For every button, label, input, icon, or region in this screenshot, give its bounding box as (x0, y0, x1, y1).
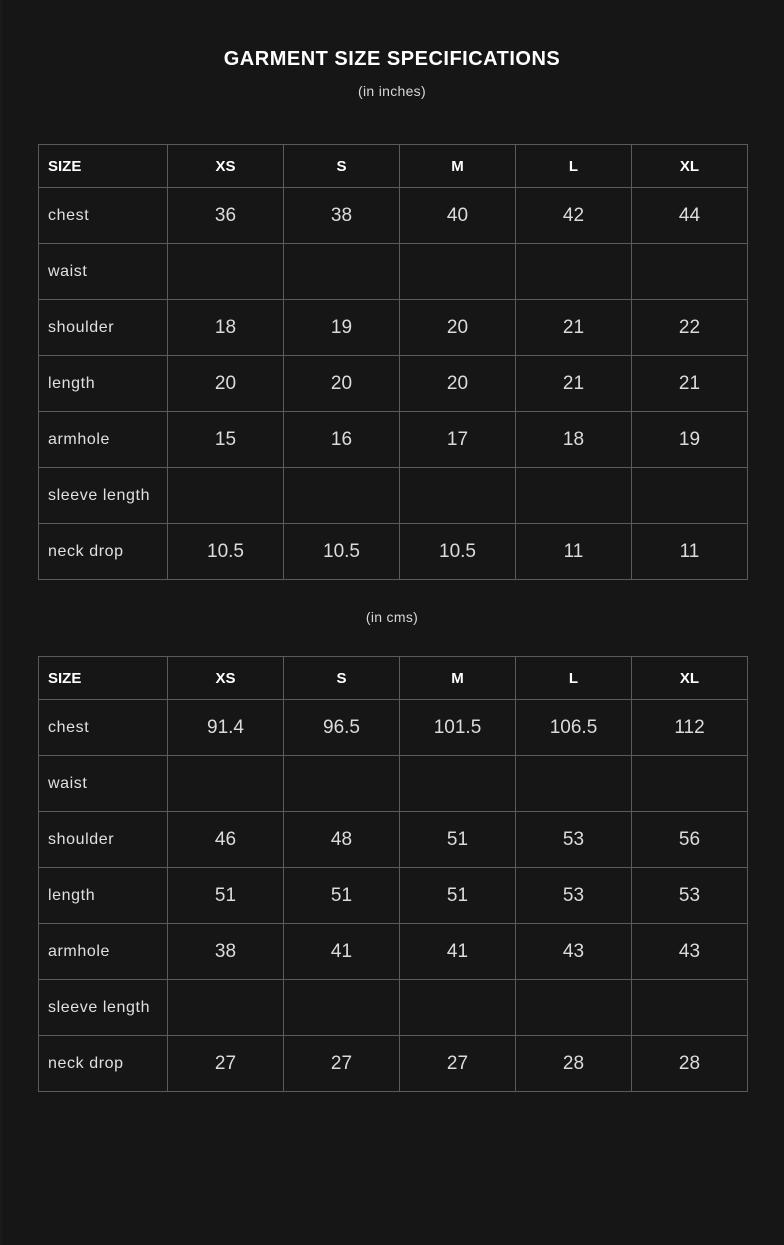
table-cell (400, 244, 516, 300)
table-cell: 48 (284, 812, 400, 868)
table-cell (632, 756, 748, 812)
table-cell: 11 (632, 524, 748, 580)
table-row (39, 1036, 748, 1092)
header-cell-xs: XS (168, 145, 284, 188)
size-table-inches (38, 144, 748, 580)
table-header-row (39, 145, 748, 188)
table-cell: 56 (632, 812, 748, 868)
table-cell: 53 (516, 812, 632, 868)
table-cell: 38 (168, 924, 284, 980)
row-label: armhole (39, 412, 168, 468)
table-cell: 10.5 (284, 524, 400, 580)
table-cell: 112 (632, 700, 748, 756)
row-label: waist (39, 244, 168, 300)
table-cell: 28 (632, 1036, 748, 1092)
size-table-cms (38, 656, 748, 1092)
table-cell: 20 (168, 356, 284, 412)
table-cell: 38 (284, 188, 400, 244)
table-cell: 51 (284, 868, 400, 924)
table-cell: 10.5 (400, 524, 516, 580)
table-cell (632, 244, 748, 300)
table-cell: 43 (516, 924, 632, 980)
header-cell-size: SIZE (39, 657, 168, 700)
table-cell: 42 (516, 188, 632, 244)
table-cell (284, 756, 400, 812)
table-cell: 46 (168, 812, 284, 868)
table-cell: 27 (168, 1036, 284, 1092)
table-cell (168, 244, 284, 300)
header-cell-xs: XS (168, 657, 284, 700)
table-cell: 11 (516, 524, 632, 580)
table-cell (400, 468, 516, 524)
table-row (39, 188, 748, 244)
row-label: length (39, 356, 168, 412)
row-label: armhole (39, 924, 168, 980)
table-cell: 106.5 (516, 700, 632, 756)
unit-label-inches: (in inches) (358, 83, 426, 99)
table-cell: 40 (400, 188, 516, 244)
table-cell: 28 (516, 1036, 632, 1092)
header-cell-xl: XL (632, 657, 748, 700)
table-row (39, 980, 748, 1036)
table-cell: 27 (400, 1036, 516, 1092)
table-cell: 41 (284, 924, 400, 980)
header-cell-s: S (284, 657, 400, 700)
table-cell: 44 (632, 188, 748, 244)
table-header-row (39, 657, 748, 700)
table-cell (516, 468, 632, 524)
row-label: shoulder (39, 300, 168, 356)
row-label: sleeve length (39, 980, 168, 1036)
row-label: length (39, 868, 168, 924)
table-cell (400, 980, 516, 1036)
table-cell: 10.5 (168, 524, 284, 580)
table-cell (516, 980, 632, 1036)
table-cell (168, 756, 284, 812)
table-cell: 18 (168, 300, 284, 356)
table-cell: 101.5 (400, 700, 516, 756)
header-cell-xl: XL (632, 145, 748, 188)
table-cell: 51 (168, 868, 284, 924)
table-cell: 27 (284, 1036, 400, 1092)
header-cell-m: M (400, 657, 516, 700)
table-cell: 17 (400, 412, 516, 468)
table-cell: 96.5 (284, 700, 400, 756)
table-cell (632, 980, 748, 1036)
table-row (39, 524, 748, 580)
table-cell (284, 244, 400, 300)
table-row (39, 868, 748, 924)
row-label: neck drop (39, 524, 168, 580)
table-cell (168, 468, 284, 524)
header-cell-l: L (516, 657, 632, 700)
table-row (39, 300, 748, 356)
row-label: neck drop (39, 1036, 168, 1092)
table-row (39, 356, 748, 412)
table-cell: 19 (632, 412, 748, 468)
table-cell: 51 (400, 812, 516, 868)
table-cell: 20 (400, 356, 516, 412)
table-row (39, 244, 748, 300)
table-cell: 21 (516, 300, 632, 356)
table-cell (284, 468, 400, 524)
table-cell: 18 (516, 412, 632, 468)
table-cell: 22 (632, 300, 748, 356)
table-cell: 21 (516, 356, 632, 412)
header-cell-l: L (516, 145, 632, 188)
table-cell (516, 756, 632, 812)
table-cell: 91.4 (168, 700, 284, 756)
table-cell (516, 244, 632, 300)
table-row (39, 468, 748, 524)
row-label: chest (39, 188, 168, 244)
table-cell: 51 (400, 868, 516, 924)
table-cell (284, 980, 400, 1036)
table-cell: 53 (632, 868, 748, 924)
table-row (39, 700, 748, 756)
table-cell: 43 (632, 924, 748, 980)
table-cell: 20 (400, 300, 516, 356)
table-cell: 21 (632, 356, 748, 412)
row-label: shoulder (39, 812, 168, 868)
row-label: sleeve length (39, 468, 168, 524)
table-cell (168, 980, 284, 1036)
table-cell: 53 (516, 868, 632, 924)
header-cell-size: SIZE (39, 145, 168, 188)
table-cell: 41 (400, 924, 516, 980)
table-row (39, 412, 748, 468)
table-row (39, 756, 748, 812)
row-label: waist (39, 756, 168, 812)
table-cell: 15 (168, 412, 284, 468)
table-cell: 16 (284, 412, 400, 468)
table-cell (400, 756, 516, 812)
table-row (39, 924, 748, 980)
table-cell (632, 468, 748, 524)
header-cell-s: S (284, 145, 400, 188)
table-row (39, 812, 748, 868)
header-cell-m: M (400, 145, 516, 188)
table-cell: 19 (284, 300, 400, 356)
row-label: chest (39, 700, 168, 756)
table-cell: 36 (168, 188, 284, 244)
table-cell: 20 (284, 356, 400, 412)
unit-label-cms: (in cms) (365, 609, 419, 625)
page-title: GARMENT SIZE SPECIFICATIONS (223, 48, 561, 70)
